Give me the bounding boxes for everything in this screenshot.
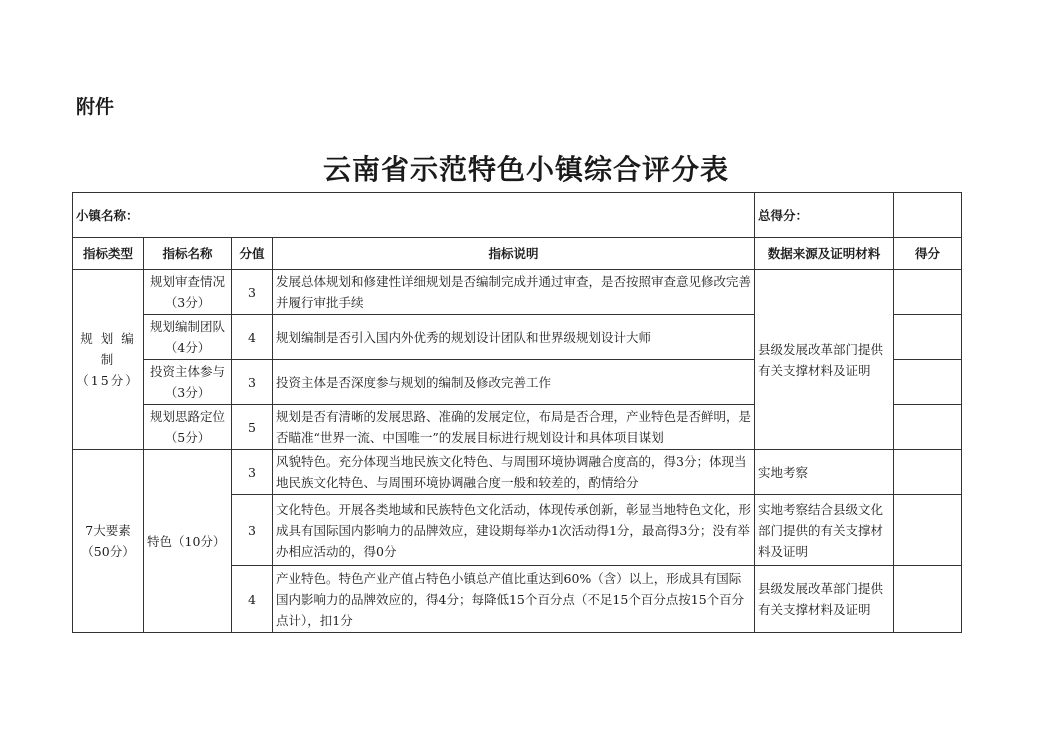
- indicator-name-text: 规划编制团队: [149, 319, 225, 334]
- town-name-row: [73, 193, 962, 238]
- category-name: 规 划 编 制: [80, 331, 136, 367]
- points-cell: 5: [232, 405, 273, 450]
- indicator-name: 特色（10分）: [144, 450, 232, 633]
- town-name-label: 小镇名称：: [73, 193, 755, 238]
- points-cell: 3: [232, 270, 273, 315]
- score-cell[interactable]: [894, 495, 962, 566]
- points-cell: 3: [232, 495, 273, 566]
- description-cell: 发展总体规划和修建性详细规划是否编制完成并通过审查，是否按照审查意见修改完善并履行审批手续: [273, 270, 755, 315]
- indicator-name: [144, 315, 232, 360]
- total-score-cell[interactable]: [894, 193, 962, 238]
- table-row: [73, 270, 962, 315]
- indicator-name-points: （3分）: [164, 385, 211, 400]
- indicator-name-text: 投资主体参与: [149, 364, 225, 379]
- category-points: （50分）: [81, 544, 135, 559]
- indicator-name: [144, 360, 232, 405]
- source-cell: 实地考察: [755, 450, 894, 495]
- indicator-name-points: （5分）: [164, 430, 211, 445]
- header-points: 分值: [232, 238, 273, 270]
- description-cell: 投资主体是否深度参与规划的编制及修改完善工作: [273, 360, 755, 405]
- category-seven-elements: [73, 450, 144, 633]
- table-row: [73, 450, 962, 495]
- indicator-name-points: （3分）: [164, 295, 211, 310]
- points-cell: 3: [232, 450, 273, 495]
- header-description: 指标说明: [273, 238, 755, 270]
- header-score: 得分: [894, 238, 962, 270]
- indicator-name: [144, 270, 232, 315]
- indicator-name-points: （4分）: [164, 340, 211, 355]
- score-cell[interactable]: [894, 315, 962, 360]
- header-type: 指标类型: [73, 238, 144, 270]
- category-points: （15分）: [76, 373, 140, 388]
- indicator-name-text: 规划审查情况: [149, 274, 225, 289]
- description-cell: 产业特色。特色产业产值占特色小镇总产值比重达到60%（含）以上，形成具有国际国内影响力的品牌效应的，得4分；每降低15个百分点（不足15个百分点按15个百分点计），扣1分: [273, 566, 755, 633]
- points-cell: 4: [232, 315, 273, 360]
- score-cell[interactable]: [894, 360, 962, 405]
- page-title: 云南省示范特色小镇综合评分表: [322, 153, 729, 186]
- points-cell: 4: [232, 566, 273, 633]
- source-cell: 实地考察结合县级文化部门提供的有关支撑材料及证明: [755, 495, 894, 566]
- description-cell: 文化特色。开展各类地域和民族特色文化活动，体现传承创新，彰显当地特色文化，形成具有国际国内影响力的品牌效应，建设期每举办1次活动得1分，最高得3分；没有举办相应活动的，得0分: [273, 495, 755, 566]
- score-cell[interactable]: [894, 566, 962, 633]
- score-table: [72, 192, 962, 633]
- points-cell: 3: [232, 360, 273, 405]
- source-cell: 县级发展改革部门提供有关支撑材料及证明: [755, 270, 894, 450]
- score-cell[interactable]: [894, 450, 962, 495]
- description-cell: 规划是否有清晰的发展思路、准确的发展定位，布局是否合理，产业特色是否鲜明，是否瞄准“世界一流、中国唯一”的发展目标进行规划设计和具体项目谋划: [273, 405, 755, 450]
- header-source: 数据来源及证明材料: [755, 238, 894, 270]
- total-score-label: 总得分：: [755, 193, 894, 238]
- description-cell: 风貌特色。充分体现当地民族文化特色、与周围环境协调融合度高的，得3分；体现当地民族文化特色、与周围环境协调融合度一般和较差的，酌情给分: [273, 450, 755, 495]
- header-row: [73, 238, 962, 270]
- score-cell[interactable]: [894, 270, 962, 315]
- source-cell: 县级发展改革部门提供有关支撑材料及证明: [755, 566, 894, 633]
- attachment-label: 附件: [76, 96, 115, 118]
- category-planning: [73, 270, 144, 450]
- category-name: 7大要素: [85, 523, 131, 538]
- indicator-name-text: 规划思路定位: [149, 409, 225, 424]
- header-name: 指标名称: [144, 238, 232, 270]
- score-cell[interactable]: [894, 405, 962, 450]
- description-cell: 规划编制是否引入国内外优秀的规划设计团队和世界级规划设计大师: [273, 315, 755, 360]
- indicator-name: [144, 405, 232, 450]
